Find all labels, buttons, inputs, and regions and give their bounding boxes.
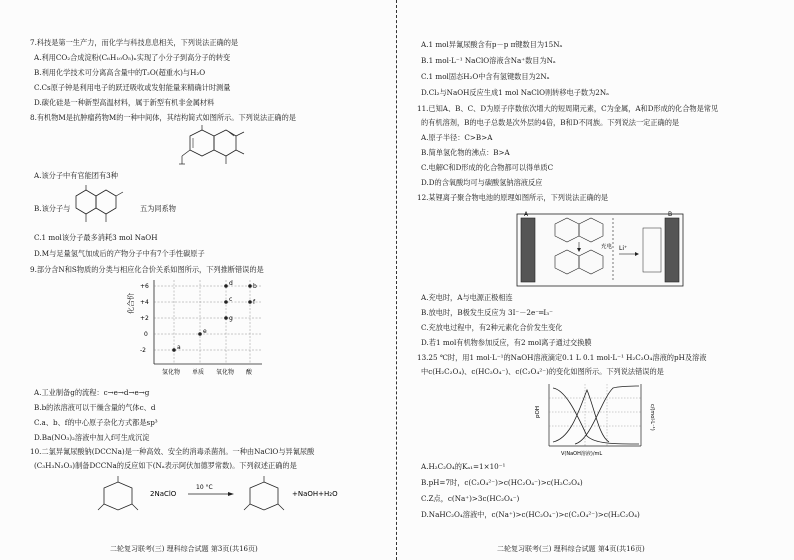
q9-point-f: f: [253, 299, 256, 306]
q10-product: +NaOH+H₂O: [292, 490, 338, 498]
q9-stem: 9.部分含N和S物质的分类与相应化合价关系如图所示，下列推断错误的是: [30, 265, 264, 274]
q12-electrode-b-label: B: [668, 211, 673, 218]
q9-category-element: 单质: [192, 369, 205, 376]
q13-titration-chart: [535, 380, 655, 458]
q13-stem-line1: 13.25 ℃时，用1 mol·L⁻¹的NaOH溶液滴定0.1 L 0.1 mol·L⁻¹ H₂C₂O₄溶液的pH及溶液: [417, 353, 707, 362]
q10-option-d: D.Cl₂与NaOH反应生成1 mol NaClO则转移电子数为2Nₐ: [421, 88, 609, 97]
q13-option-b: B.pH=7时，c(C₂O₄²⁻)>c(HC₂O₄⁻)>c(H₂C₂O₄): [421, 478, 583, 487]
q12-option-a: A.充电时，A与电源正极相连: [421, 293, 513, 302]
q9-point-e: e: [203, 328, 207, 335]
q9-tick-minus2: -2: [140, 347, 146, 354]
q12-option-d: D.若1 mol有机物参加反应，有2 mol离子通过交换膜: [421, 338, 592, 347]
q9-option-d: D.Ba(NO₃)₂溶液中加入f可生成沉淀: [34, 433, 150, 442]
q9-tick-plus2: +2: [140, 315, 149, 322]
q10-reagent: 2NaClO: [150, 490, 177, 498]
q11-stem-line1: 11.已知A、B、C、D为原子序数依次增大的短周期元素，C为金属，A和D形成的化合物是常见: [417, 104, 719, 113]
q9-tick-zero: 0: [144, 331, 148, 338]
q7-option-b: B.利用化学技术可分离高含量中的T₂O(超重水)与H₂O: [34, 68, 206, 77]
exam-page-right: [397, 0, 794, 560]
q12-option-c: C.充放电过程中，有2种元素化合价发生变化: [421, 323, 563, 332]
q9-tick-plus4: +4: [140, 299, 149, 306]
q12-stem: 12.某锂离子聚合物电池的原理如图所示，下列说法正确的是: [417, 193, 609, 202]
q13-x-label: V(NaOH溶液)/mL: [561, 451, 603, 457]
q9-point-b: b: [253, 283, 257, 290]
q9-category-acid: 酸: [246, 369, 253, 376]
q10-stem-line1: 10.二氯异氰尿酸钠(DCCNa)是一种高效、安全的消毒杀菌剂。一种由NaClO与异氰尿酸: [30, 447, 315, 456]
q9-category-oxide: 氧化物: [216, 369, 235, 376]
q13-option-c: C.Z点，c(Na⁺)>3c(HC₂O₄⁻): [421, 494, 520, 503]
q11-option-b: B.简单氢化物的沸点：B>A: [421, 148, 510, 157]
q7-option-d: D.碳化硅是一种新型高温材料，属于新型有机非金属材料: [34, 98, 215, 107]
q10-option-b: B.1 mol·L⁻¹ NaClO溶液含Na⁺数目为Nₐ: [421, 56, 556, 65]
q12-battery-diagram: [515, 208, 685, 290]
q8-option-b: B.该分子与: [34, 204, 71, 213]
q10-reaction-scheme: [88, 474, 358, 522]
q9-valence-chart: [128, 276, 268, 384]
q10-stem-line2: (C₃H₃N₃O₃)制备DCCNa的反应如下(Nₐ表示阿伏加德罗常数)。下列叙述正确的是: [34, 461, 297, 470]
q9-tick-plus6: +6: [140, 283, 149, 290]
q8-stem: 8.有机物M是抗肿瘤药物M的一种中间体，其结构简式如图所示。下列说法正确的是: [30, 113, 296, 122]
q8-option-b-structure: [68, 184, 128, 226]
q9-point-a: a: [177, 344, 181, 351]
q10-option-a: A.1 mol异氰尿酸含有p－p π键数目为15Nₐ: [421, 40, 563, 49]
q11-option-a: A.原子半径：C>B>A: [421, 133, 493, 142]
q13-option-a: A.H₂C₂O₄的Kₐ₁=1×10⁻¹: [421, 462, 506, 471]
q9-point-d: d: [229, 280, 233, 287]
q13-option-d: D.NaHC₂O₄溶液中，c(Na⁺)>c(HC₂O₄⁻)>c(C₂O₄²⁻)>c(H₂C₂O₄): [421, 510, 640, 519]
footer-left: 二轮复习联考(三) 理科综合试题 第3页(共16页): [110, 545, 258, 553]
q11-option-d: D.D的含氧酸均可与碳酸氢钠溶液反应: [421, 178, 543, 187]
q13-y-right-label: c/(mol·L⁻¹): [649, 404, 655, 431]
q12-option-b: B.放电时，B极发生反应为 3I⁻－2e⁻═I₃⁻: [421, 308, 553, 317]
q13-stem-line2: 中c(H₂C₂O₄)、c(HC₂O₄⁻)、c(C₂O₄²⁻)的变化如图所示。下列说法错误的是: [421, 367, 664, 376]
q8-option-a: A.该分子中有官能团有3种: [34, 171, 118, 180]
q8-option-d: D.M与足量氢气加成后的产物分子中有7个手性碳原子: [34, 249, 205, 258]
q9-option-a: A.工业制备g的流程：c→e→d→e→g: [34, 388, 150, 397]
q9-option-c: C.a、b、f的中心原子杂化方式都是sp³: [34, 418, 158, 427]
q7-option-a: A.利用CO₂合成淀粉(C₆H₁₀O₅)ₙ实现了小分子到高分子的转变: [34, 53, 231, 62]
q9-point-c: c: [229, 296, 233, 303]
q13-y-left-label: pOH: [535, 406, 541, 418]
q8-molecule-structure: [170, 124, 250, 170]
q10-option-c: C.1 mol固态H₂O中含有氢键数目为2Nₐ: [421, 72, 550, 81]
q12-li-ion-label: Li⁺: [619, 245, 628, 252]
q9-point-g: g: [229, 315, 233, 322]
q9-category-hydride: 氢化物: [162, 369, 181, 376]
q8-option-c: C.1 mol该分子最多消耗3 mol NaOH: [34, 233, 158, 242]
q7-option-c: C.Cs原子钟是利用电子的跃迁吸收或发射能量来精确计时测量: [34, 83, 231, 92]
q9-option-b: B.b的浓溶液可以干燥含量的气体c、d: [34, 403, 156, 412]
q7-stem: 7.科技是第一生产力，而化学与科技息息相关，下列说法正确的是: [30, 38, 239, 47]
q11-stem-line2: 的有机溶剂，B的电子总数是次外层的4倍，B和D不同族。下列说法一定正确的是: [421, 118, 680, 127]
footer-right: 二轮复习联考(三) 理科综合试题 第4页(共16页): [497, 545, 645, 553]
q10-condition: 10 °C: [196, 484, 213, 491]
q9-y-axis-label: 化合价: [127, 293, 135, 314]
q8-option-b-tail: 五为同系物: [140, 204, 176, 213]
q12-charge-label: 充电: [601, 244, 613, 250]
q12-electrode-a-label: A: [524, 211, 529, 218]
q11-option-c: C.电解C和D形成的化合物都可以得单质C: [421, 163, 554, 172]
